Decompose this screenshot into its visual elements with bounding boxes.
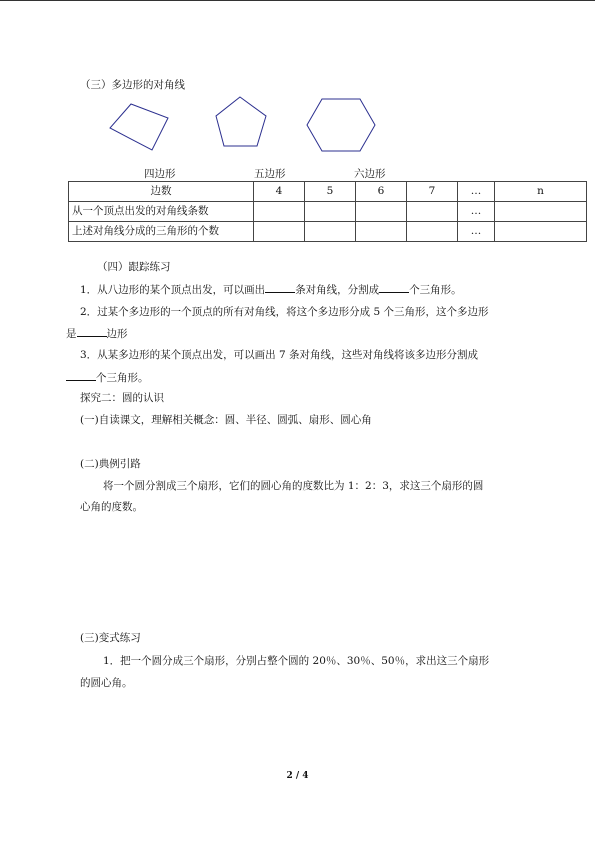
- explore-2-title: 探究二：圆的认识: [80, 392, 164, 404]
- q1-text-a: 1．从八边形的某个顶点出发，可以画出: [80, 284, 266, 296]
- q3-blank-triangles[interactable]: [66, 370, 96, 381]
- part-1-concepts: (一)自读课文，理解相关概念：圆、半径、圆弧、扇形、圆心角: [80, 414, 372, 426]
- answer-cell[interactable]: [495, 222, 587, 242]
- answer-cell[interactable]: [254, 222, 305, 242]
- part-2-title: (二)典例引路: [80, 458, 141, 470]
- question-2-line1: 2．过某个多边形的一个顶点的所有对角线，将这个多边形分成 5 个三角形，这个多边形: [80, 306, 489, 318]
- cell: n: [495, 182, 587, 202]
- table-row-diagonals: [69, 202, 587, 222]
- quadrilateral-shape: [110, 104, 168, 150]
- answer-cell[interactable]: [305, 222, 356, 242]
- q1-blank-diagonals[interactable]: [265, 282, 295, 293]
- diagonal-table: [68, 181, 587, 242]
- example-line-1: 将一个圆分割成三个扇形，它们的圆心角的度数比为 1：2：3，求这三个扇形的圆: [103, 480, 484, 492]
- label-hexagon: 六边形: [354, 168, 386, 180]
- q2-blank-sides[interactable]: [77, 326, 107, 337]
- label-pentagon: 五边形: [254, 168, 286, 180]
- q2-text-b: 边形: [106, 328, 128, 340]
- cell: 7: [407, 182, 458, 202]
- cell: …: [458, 202, 495, 222]
- section-title-diagonals: （三）多边形的对角线: [80, 79, 185, 91]
- exercise-line-2: 的圆心角。: [80, 677, 133, 689]
- q1-text-c: 个三角形。: [409, 284, 462, 296]
- answer-cell[interactable]: [407, 202, 458, 222]
- cell: …: [458, 182, 495, 202]
- pentagon-shape: [216, 97, 266, 146]
- answer-cell[interactable]: [495, 202, 587, 222]
- q3-text-b: 个三角形。: [96, 372, 149, 384]
- cell-row-label: 上述对角线分成的三角形的个数: [69, 222, 254, 242]
- question-3-line1: 3．从某多边形的某个顶点出发，可以画出 7 条对角线，这些对角线将该多边形分割成: [80, 349, 479, 361]
- q1-text-b: 条对角线，分割成: [295, 284, 380, 296]
- answer-cell[interactable]: [407, 222, 458, 242]
- question-1: [80, 282, 462, 297]
- cell: 6: [356, 182, 407, 202]
- polygon-figures: [0, 0, 595, 170]
- answer-cell[interactable]: [254, 202, 305, 222]
- example-line-2: 心角的度数。: [80, 501, 143, 513]
- table-row-header: [69, 182, 587, 202]
- cell: 5: [305, 182, 356, 202]
- part-3-title: (三)变式练习: [80, 632, 141, 644]
- exercise-line-1: 1．把一个圆分成三个扇形，分别占整个圆的 20％、30％、50％，求出这三个扇形: [103, 655, 490, 667]
- question-3-line2: [66, 370, 149, 385]
- label-quadrilateral: 四边形: [144, 168, 176, 180]
- table-row-triangles: [69, 222, 587, 242]
- question-2-line2: [66, 326, 128, 341]
- cell: 4: [254, 182, 305, 202]
- q1-blank-triangles[interactable]: [379, 282, 409, 293]
- cell-sides-header: 边数: [69, 182, 254, 202]
- hexagon-shape: [307, 99, 375, 151]
- cell-row-label: 从一个顶点出发的对角线条数: [69, 202, 254, 222]
- cell: …: [458, 222, 495, 242]
- answer-cell[interactable]: [356, 222, 407, 242]
- answer-cell[interactable]: [305, 202, 356, 222]
- q2-text-a: 是: [66, 328, 77, 340]
- answer-cell[interactable]: [356, 202, 407, 222]
- page-number: 2 / 4: [286, 771, 309, 781]
- section-title-practice: （四）跟踪练习: [97, 261, 171, 273]
